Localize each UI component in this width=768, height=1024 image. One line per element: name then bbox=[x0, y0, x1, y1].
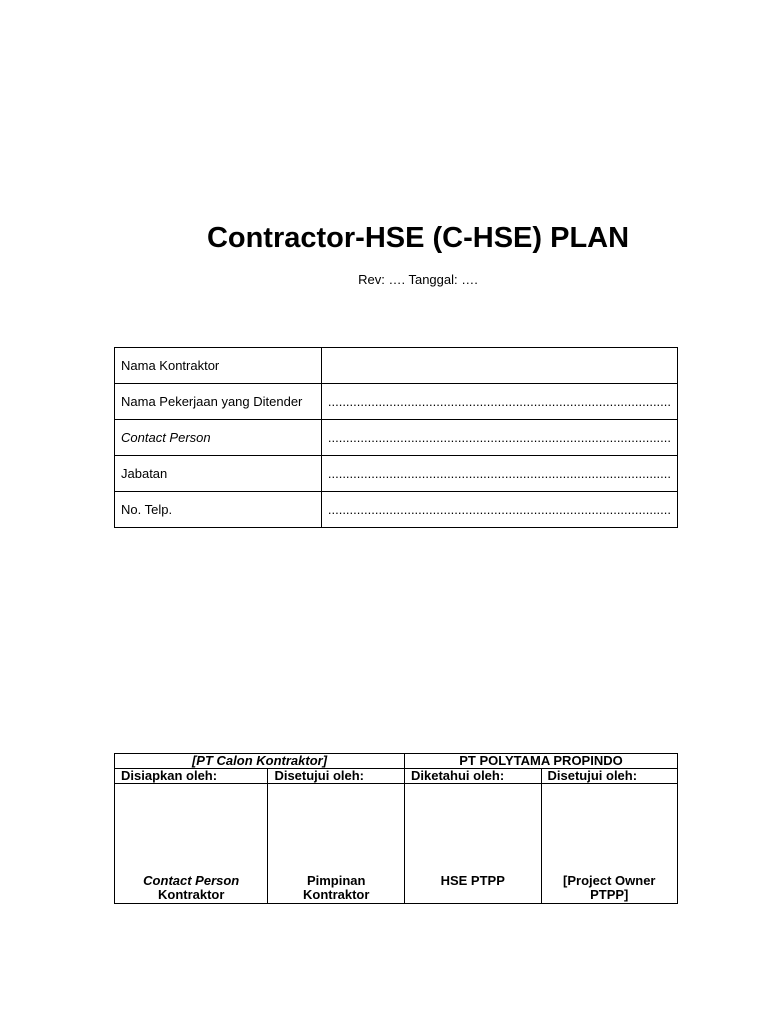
group-contractor: [PT Calon Kontraktor] bbox=[115, 754, 405, 769]
row-value-jabatan: ............................................................................................... bbox=[321, 456, 677, 492]
signature-group-row bbox=[115, 754, 678, 769]
row-label-no-telp: No. Telp. bbox=[115, 492, 322, 528]
signer-line1: HSE PTPP bbox=[440, 873, 505, 888]
revision-line: Rev: …. Tanggal: …. bbox=[358, 272, 478, 287]
row-label-jabatan: Jabatan bbox=[115, 456, 322, 492]
role-acknowledged-by: Diketahui oleh: bbox=[405, 769, 542, 784]
signer-pimpinan bbox=[268, 784, 405, 904]
signer-line2: Kontraktor bbox=[302, 887, 370, 902]
row-label-nama-kontraktor: Nama Kontraktor bbox=[115, 348, 322, 384]
row-label-contact-person: Contact Person bbox=[115, 420, 322, 456]
document-title: Contractor-HSE (C-HSE) PLAN bbox=[206, 222, 630, 254]
group-polytama: PT POLYTAMA PROPINDO bbox=[405, 754, 678, 769]
row-label-nama-pekerjaan: Nama Pekerjaan yang Ditender bbox=[115, 384, 322, 420]
table-row bbox=[115, 348, 678, 384]
row-value-contact-person: ............................................................................................... bbox=[321, 420, 677, 456]
signature-role-row bbox=[115, 769, 678, 784]
row-value-no-telp: ............................................................................................... bbox=[321, 492, 677, 528]
signer-project-owner bbox=[541, 784, 678, 904]
signer-line1: Pimpinan bbox=[306, 873, 366, 888]
signer-line1: [Project Owner bbox=[563, 873, 656, 888]
table-row bbox=[115, 456, 678, 492]
role-approved-by-contractor: Disetujui oleh: bbox=[268, 769, 405, 784]
role-prepared-by: Disiapkan oleh: bbox=[115, 769, 268, 784]
signature-table bbox=[114, 753, 678, 904]
table-row bbox=[115, 384, 678, 420]
signer-hse-ptpp bbox=[405, 784, 542, 904]
signer-line1: Contact Person bbox=[143, 873, 240, 888]
role-approved-by-owner: Disetujui oleh: bbox=[541, 769, 678, 784]
signature-box-row bbox=[115, 784, 678, 904]
signer-line2: PTPP] bbox=[590, 887, 629, 902]
signer-contact-person bbox=[115, 784, 268, 904]
table-row bbox=[115, 420, 678, 456]
table-row bbox=[115, 492, 678, 528]
contractor-info-table bbox=[114, 347, 678, 528]
row-value-nama-kontraktor bbox=[321, 348, 677, 384]
row-value-nama-pekerjaan: ............................................................................................... bbox=[321, 384, 677, 420]
signer-line2: Kontraktor bbox=[157, 887, 225, 902]
